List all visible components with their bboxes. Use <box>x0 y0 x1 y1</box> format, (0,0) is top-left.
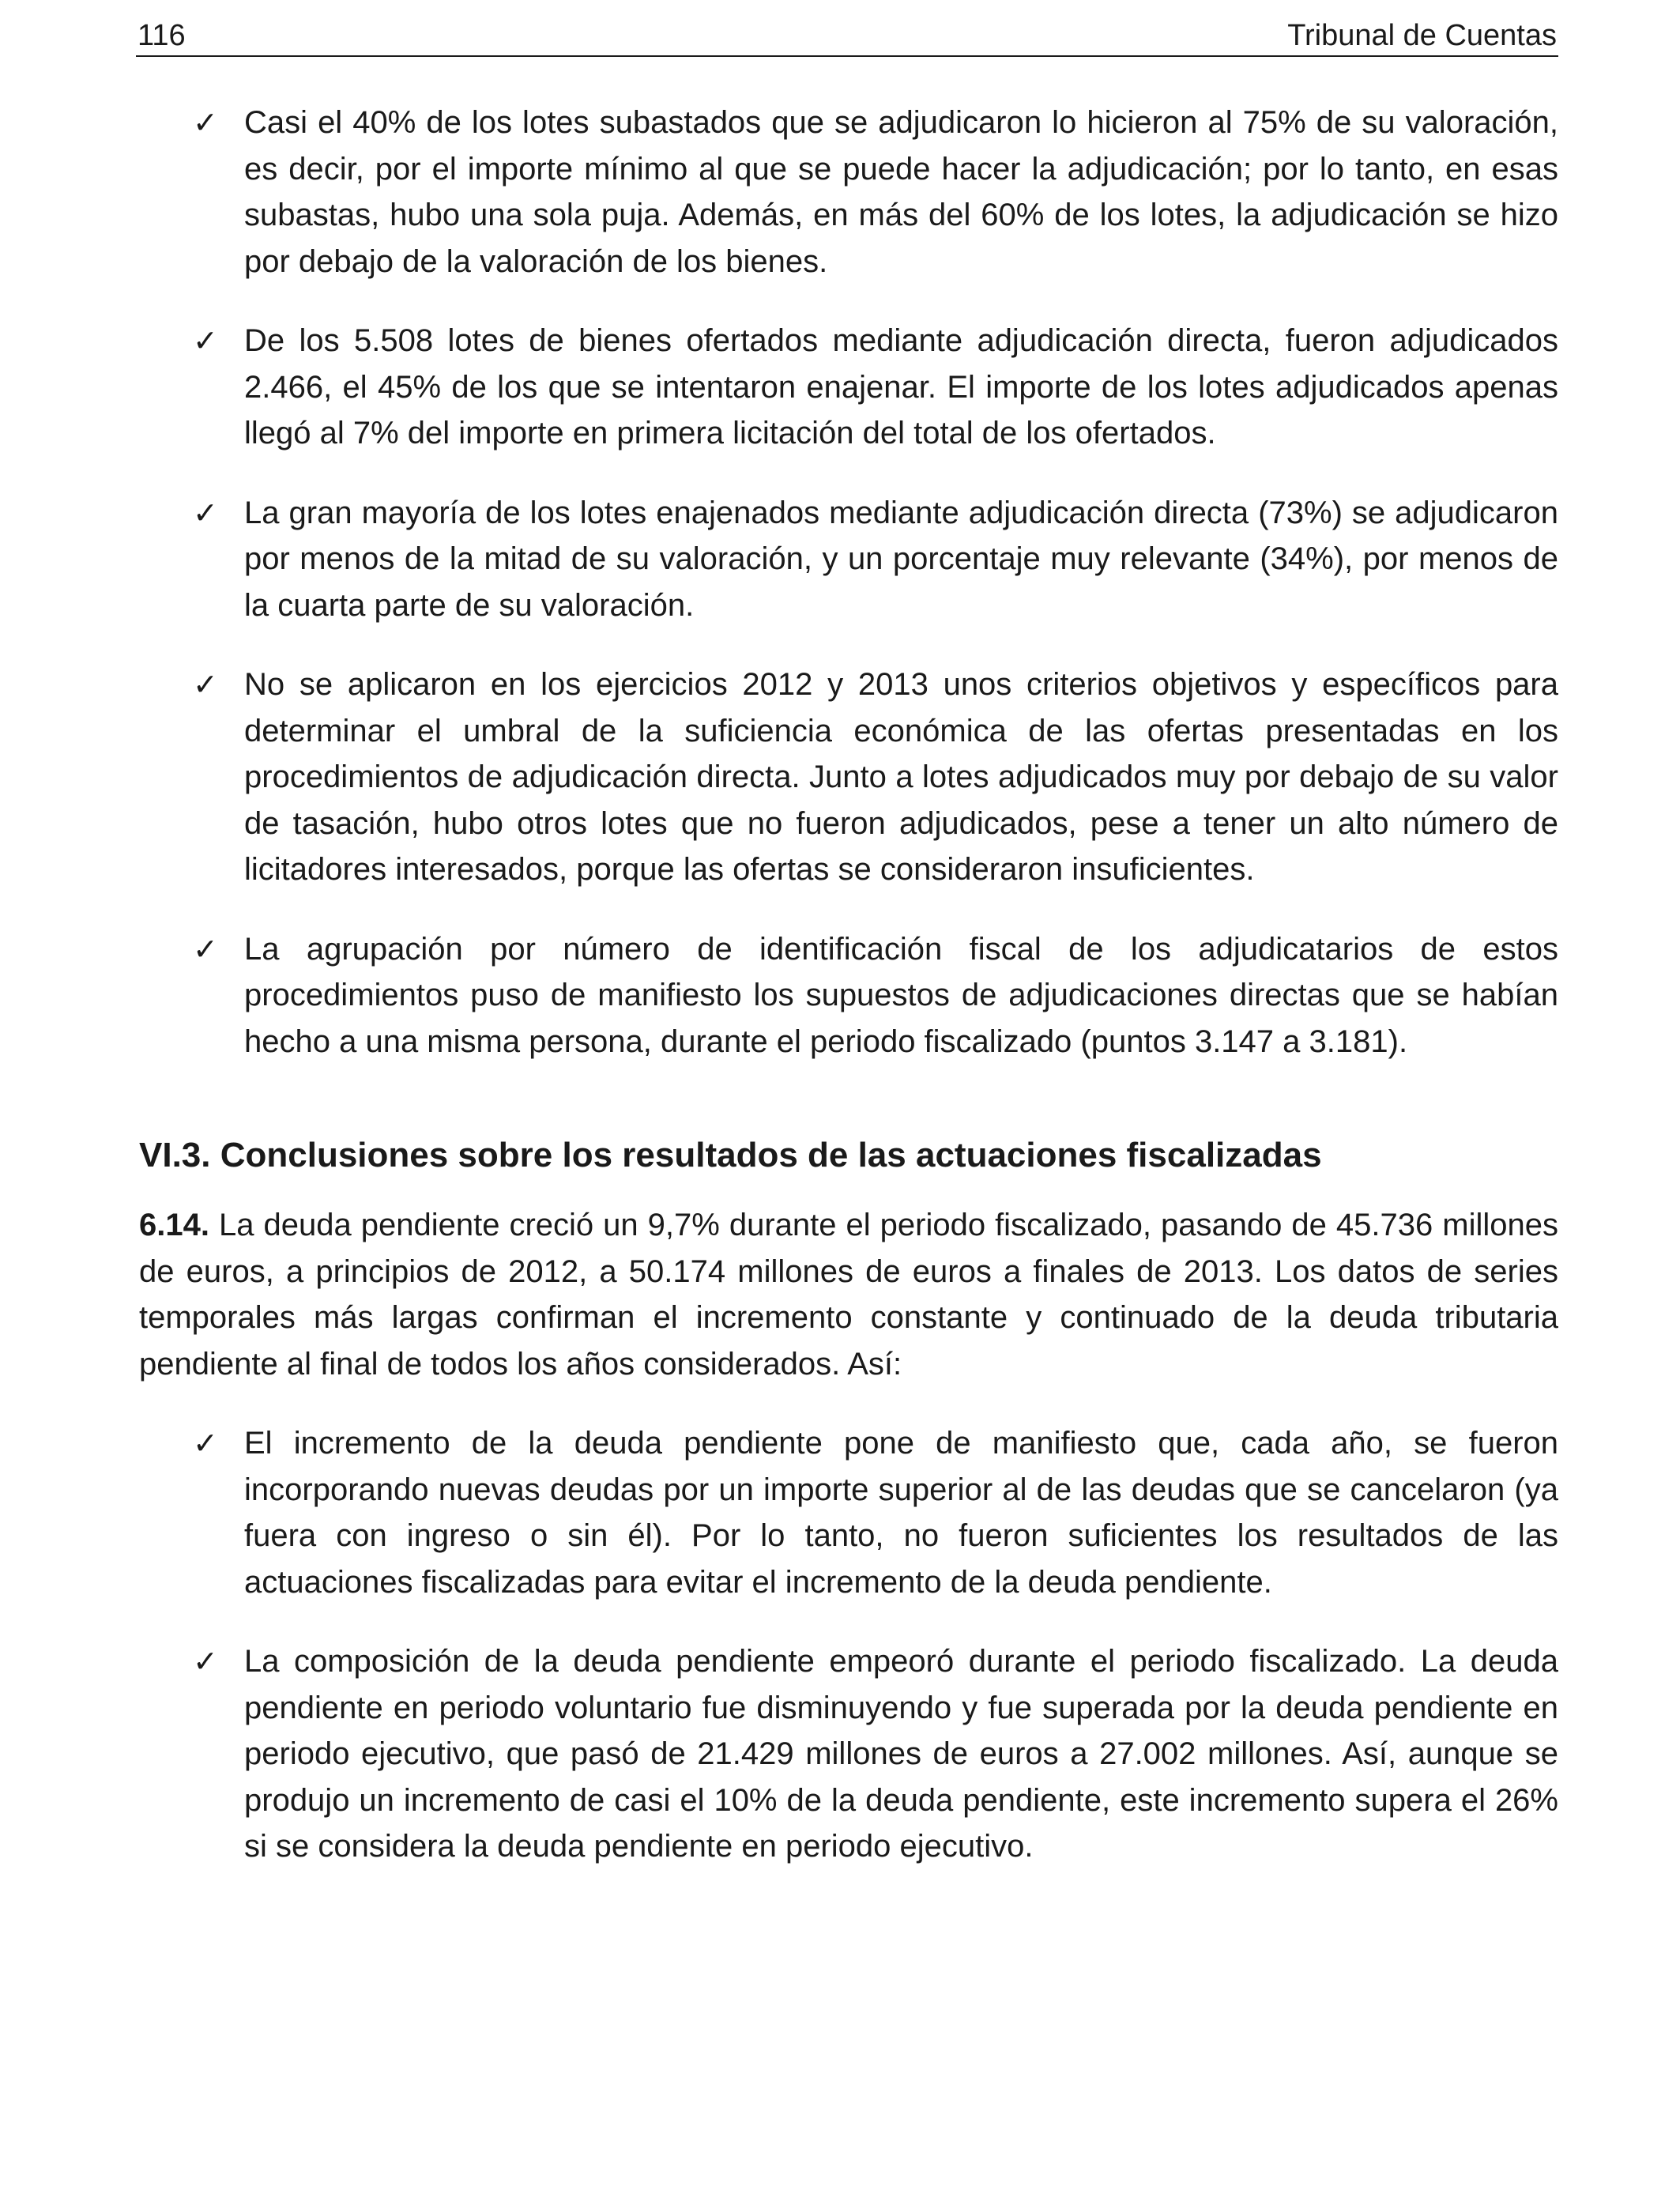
list-item <box>139 318 1558 457</box>
list-item-text: Casi el 40% de los lotes subastados que se adjudicaron lo hicieron al 75% de su valoración, es decir, por el importe mínimo al que se puede hacer la adjudicación; por lo tanto, en esas subastas, hubo una sola puja. Además, en más del 60% de los lotes, la adjudicación se hizo por debajo de la valoración de los bienes. <box>244 105 1558 279</box>
list-item <box>139 662 1558 893</box>
section-heading: VI.3. Conclusiones sobre los resultados de las actuaciones fiscalizadas <box>139 1136 1322 1174</box>
list-item <box>139 1638 1558 1870</box>
check-icon: ✓ <box>193 667 218 702</box>
list-item-text: La gran mayoría de los lotes enajenados mediante adjudicación directa (73%) se adjudicaron por menos de la mitad de su valoración, y un porcentaje muy relevante (34%), por menos de la cuarta parte de su valoración. <box>244 495 1558 623</box>
check-icon: ✓ <box>193 323 218 358</box>
running-title: Tribunal de Cuentas <box>1287 19 1557 52</box>
page-header <box>136 16 1558 57</box>
page-body <box>139 100 1558 1903</box>
list-item-text: La composición de la deuda pendiente empeoró durante el periodo fiscalizado. La deuda pendiente en periodo voluntario fue disminuyendo y fue superada por la deuda pendiente en periodo ejecutivo, que pasó de 21.429 millones de euros a 27.002 millones. Así, aunque se produjo un incremento de casi el 10% de la deuda pendiente, este incremento supera el 26% si se considera la deuda pendiente en periodo ejecutivo. <box>244 1644 1558 1864</box>
list-item <box>139 100 1558 285</box>
list-item-text: El incremento de la deuda pendiente pone de manifiesto que, cada año, se fueron incorporando nuevas deudas por un importe superior al de las deudas que se cancelaron (ya fuera con ingreso o sin él). Por lo tanto, no fueron suficientes los resultados de las actuaciones fiscalizadas para evitar el incremento de la deuda pendiente. <box>244 1426 1558 1600</box>
page-number: 116 <box>137 19 186 52</box>
list-item-text: La agrupación por número de identificación fiscal de los adjudicatarios de estos procedimientos puso de manifiesto los supuestos de adjudicaciones directas que se habían hecho a una misma persona, durante el periodo fiscalizado (puntos 3.147 a 3.181). <box>244 931 1558 1059</box>
list-item <box>139 1420 1558 1605</box>
numbered-paragraph <box>139 1202 1558 1387</box>
list-item <box>139 490 1558 629</box>
check-icon: ✓ <box>193 105 218 140</box>
check-icon: ✓ <box>193 1644 218 1679</box>
list-item-text: De los 5.508 lotes de bienes ofertados mediante adjudicación directa, fueron adjudicados 2.466, el 45% de los que se intentaron enajenar. El importe de los lotes adjudicados apenas llegó al 7% del importe en primera licitación del total de los ofertados. <box>244 323 1558 450</box>
check-icon: ✓ <box>193 931 218 967</box>
list-item-text: No se aplicaron en los ejercicios 2012 y 2013 unos criterios objetivos y específicos para determinar el umbral de la suficiencia económica de las ofertas presentadas en los procedimientos de adjudicación directa. Junto a lotes adjudicados muy por debajo de su valor de tasación, hubo otros lotes que no fueron adjudicados, pese a tener un alto número de licitadores interesados, porque las ofertas se consideraron insuficientes. <box>244 667 1558 887</box>
list-item <box>139 926 1558 1065</box>
check-icon: ✓ <box>193 495 218 530</box>
paragraph-text: La deuda pendiente creció un 9,7% durante el periodo fiscalizado, pasando de 45.736 millones de euros, a principios de 2012, a 50.174 millones de euros a finales de 2013. Los datos de series temporales más largas confirman el incremento constante y continuado de la deuda tributaria pendiente al final de todos los años considerados. Así: <box>139 1208 1558 1382</box>
check-icon: ✓ <box>193 1426 218 1461</box>
findings-list <box>139 100 1558 1065</box>
paragraph-number: 6.14. <box>139 1208 209 1242</box>
conclusions-list <box>139 1420 1558 1870</box>
